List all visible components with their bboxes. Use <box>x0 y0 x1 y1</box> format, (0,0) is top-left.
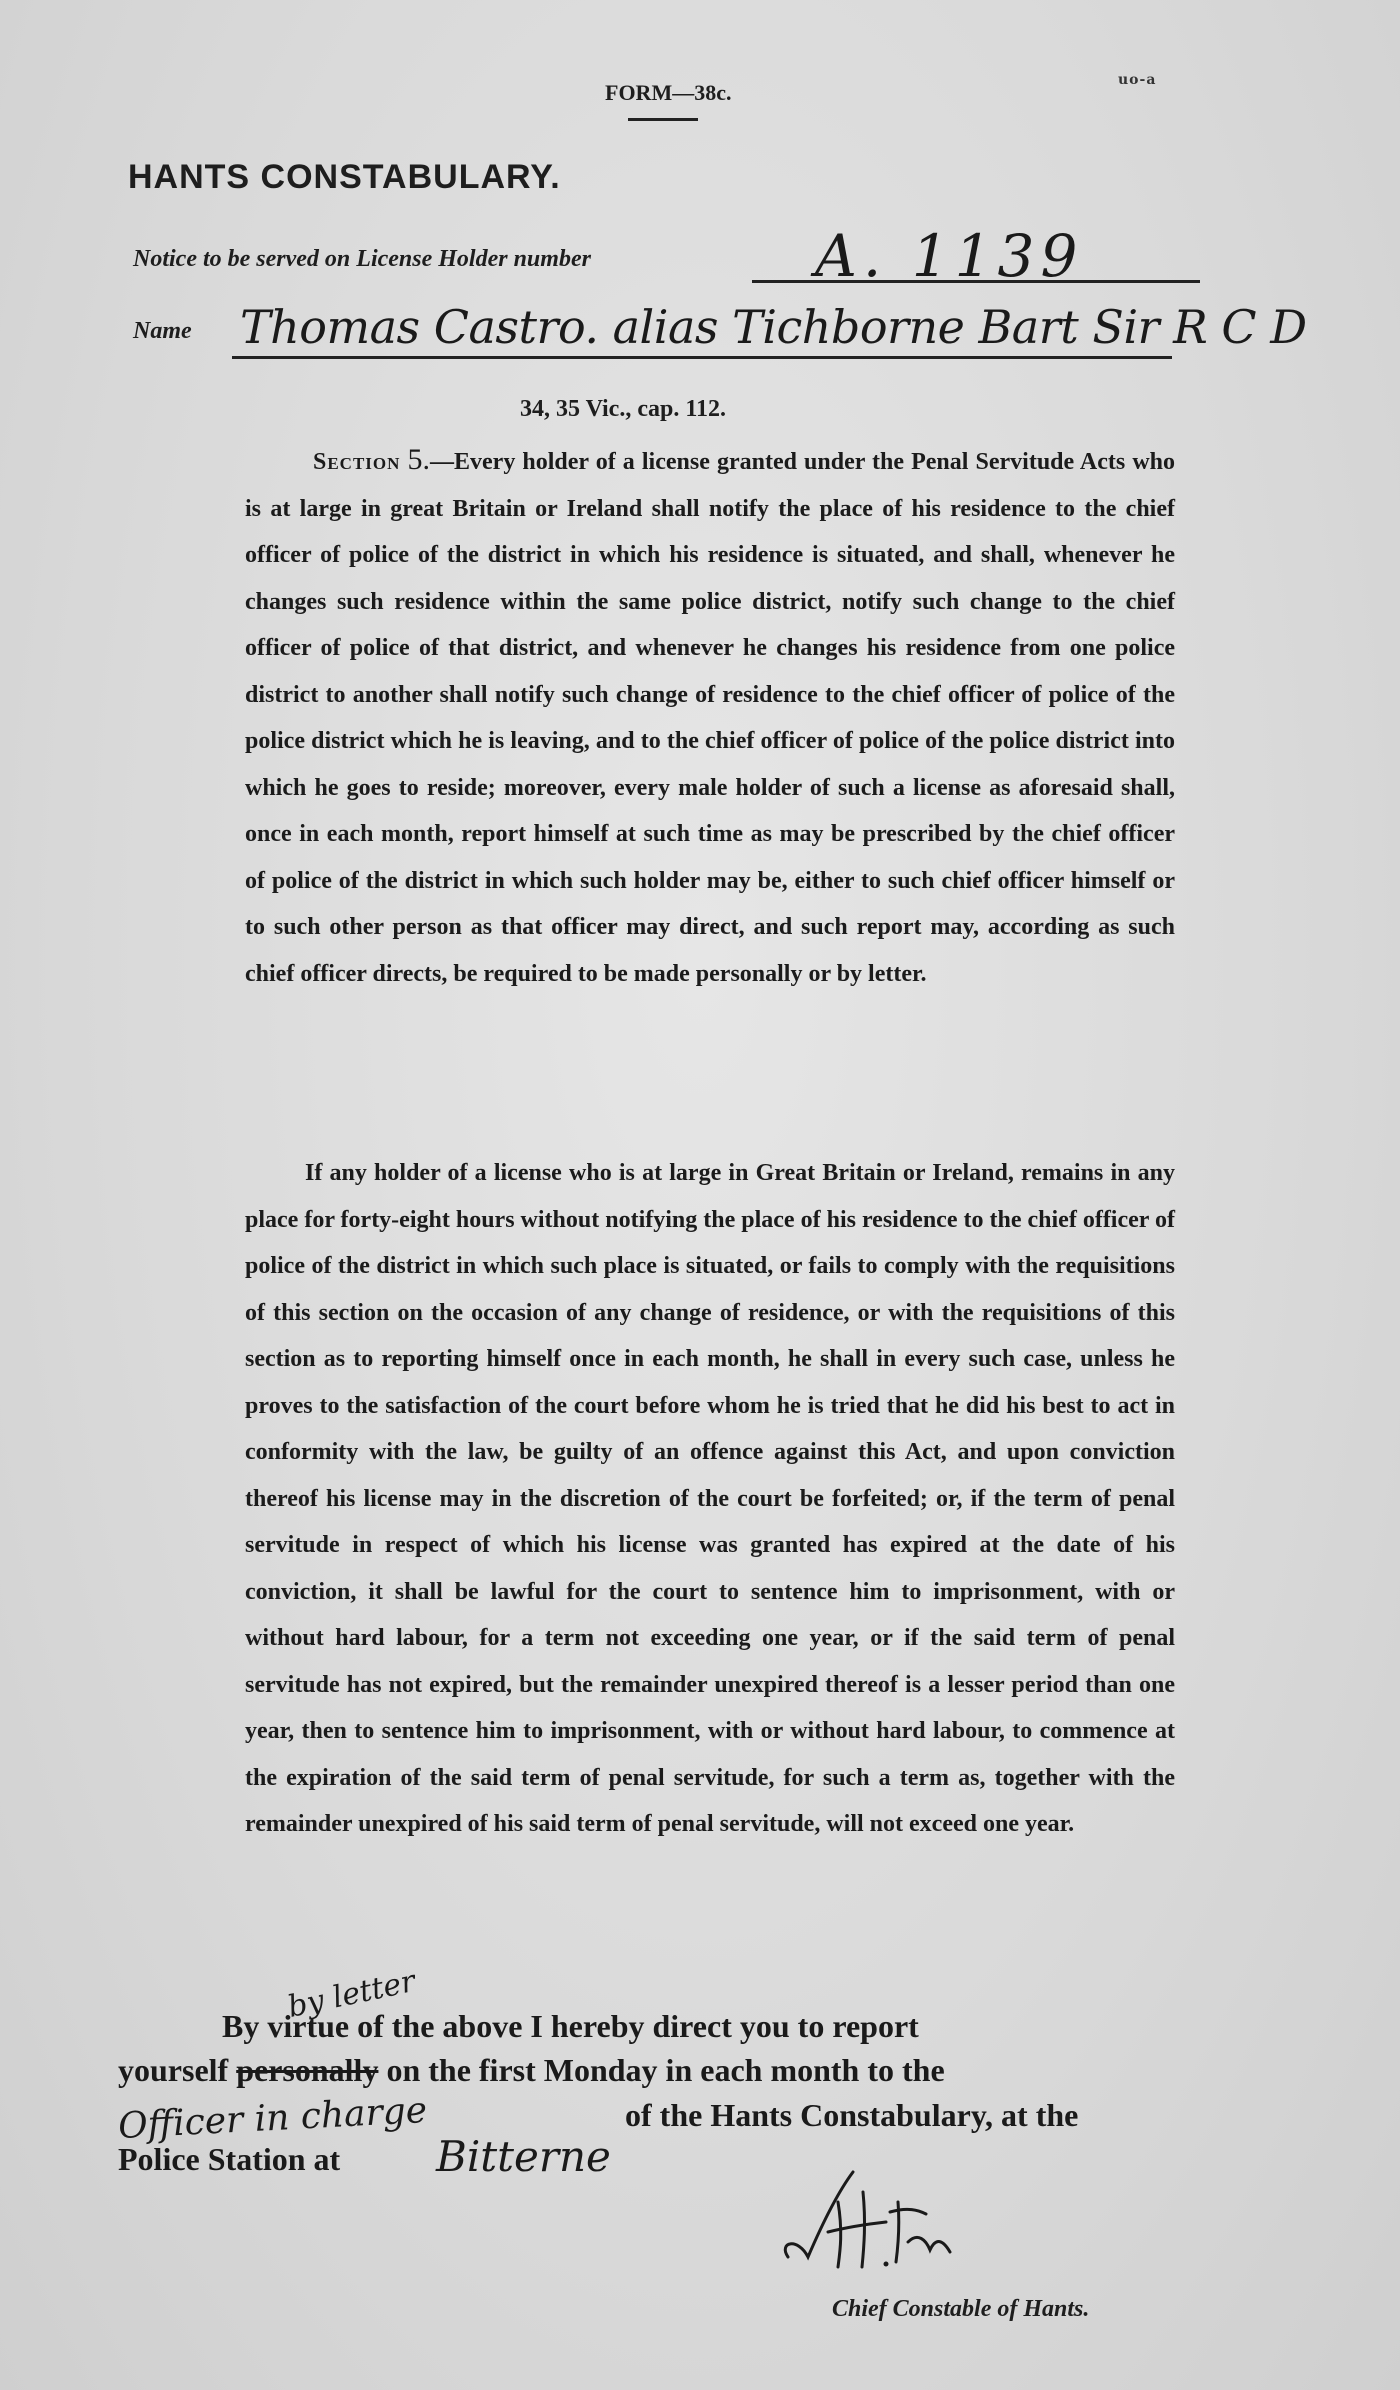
form-number: FORM—38c. <box>605 80 732 105</box>
direction-yourself: yourself <box>118 2052 229 2088</box>
struck-word: personally <box>236 2052 379 2088</box>
form-number-underline <box>628 118 698 121</box>
direction-line-1: By virtue of the above I hereby direct you to report <box>222 2008 919 2044</box>
license-number-handwritten: A. 1139 <box>815 222 1084 290</box>
direction-line-2-end: on the first Monday in each month to the <box>386 2052 945 2088</box>
direction-line-2 <box>118 2052 1178 2089</box>
name-rule <box>232 356 1172 359</box>
direction-line-3: of the Hants Constabulary, at the <box>625 2097 1079 2133</box>
act-citation: 34, 35 Vic., cap. 112. <box>520 396 727 422</box>
section-label: Section <box>313 449 401 475</box>
chief-constable-title: Chief Constable of Hants. <box>832 2296 1090 2322</box>
constabulary-heading: HANTS CONSTABULARY. <box>128 158 561 196</box>
section-paragraph <box>245 437 1175 997</box>
handwritten-officer-in-charge: Officer in charge <box>117 2089 429 2148</box>
reference-mark: uo-a <box>1118 72 1157 88</box>
notice-label: Notice to be served on License Holder number <box>133 246 591 272</box>
handwritten-station: Bitterne <box>436 2132 611 2181</box>
section-number: 5. <box>407 443 431 476</box>
signature <box>768 2162 988 2282</box>
penalty-paragraph: If any holder of a license who is at large in Great Britain or Ireland, remains in any place for forty-eight hours without notifying the place of his residence to the chief officer of police of the district in which such place is situated, or fails to comply with the requisitions of this section on the occasion of any change of residence, or with the requisitions of this section as to reporting himself once in each month, he shall in every such case, unless he proves to the satisfaction of the court before whom he is tried that he did his best to act in conformity with the law, be guilty of an offence against this Act, and upon conviction thereof his license may in the discretion of the court be forfeited; or, if the term of penal servitude in respect of which his license was granted has expired at the date of his conviction, it shall be lawful for the court to sentence him to imprisonment, with or without hard labour, for a term not exceeding one year, or if the said term of penal servitude has not expired, but the remainder unexpired thereof is a lesser period than one year, then to sentence him to imprisonment, with or without hard labour, to commence at the expiration of the said term of penal servitude, for such a term as, together with the remainder unexpired of his said term of penal servitude, will not exceed one year. <box>245 1160 1175 1837</box>
section-text: —Every holder of a license granted under the Penal Servitude Acts who is at large in great Britain or Ireland shall notify the place of his residence to the chief officer of police of the district in which his residence is situated, and shall, whenever he changes such residence within the same police district, notify such change to the chief officer of police of that district, and whenever he changes his residence from one police district to another shall notify such change of residence to the chief officer of police of the police district which he is leaving, and to the chief officer of police of the police district into which he goes to reside; moreover, every male holder of such a license as aforesaid shall, once in each month, report himself at such time as may be prescribed by the chief officer of police of the district in which such holder may be, either to such chief officer himself or to such other person as that officer may direct, and such report may, according as such chief officer directs, be required to be made personally or by letter. <box>245 449 1176 987</box>
handwritten-by-letter: by letter <box>284 1963 419 2025</box>
direction-line-4: Police Station at <box>118 2141 341 2177</box>
holder-name-handwritten: Thomas Castro. alias Tichborne Bart Sir R C D <box>240 300 1307 354</box>
name-label: Name <box>133 318 192 344</box>
